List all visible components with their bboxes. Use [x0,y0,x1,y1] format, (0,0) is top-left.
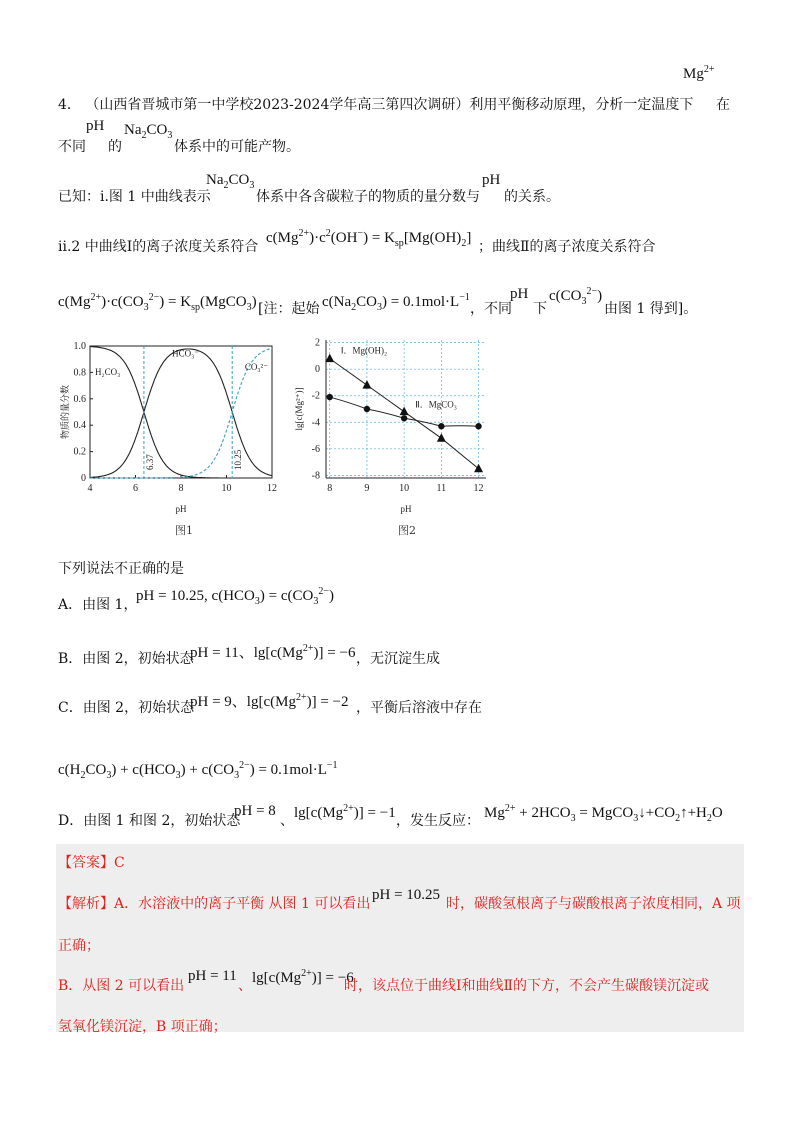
fig2-triangle-point [437,433,446,442]
analysis-a-line: 【解析】A．水溶液中的离子平衡 从图 1 可以看出 [58,896,371,912]
fig2-xtick-label: 8 [327,483,333,494]
question-number: 4． [58,97,81,113]
fig1-label-h2co3: H₂CO₃ [95,367,121,378]
fig2-circle-point [364,406,370,412]
fig2-triangle-point [474,464,483,473]
question-source: （山西省晋城市第一中学校2023-2024学年高三第四次调研） [85,97,470,113]
fig1-xtick-label: 4 [87,483,93,494]
ksp-mgoh2-formula: $c(Mg^{2+})\cdot c^2(OH^-) = K_{sp}[Mg(OH)_2]$ [266,228,472,249]
fig1-xtick-label: 12 [267,483,277,494]
fig1-pka-label: 10.25 [233,449,244,470]
figure1-chart [56,332,296,532]
answer-box [56,844,744,1032]
fig2-curve2-label: Ⅱ．MgCO₃ [415,399,457,410]
fig1-ytick-label: 0.4 [73,420,86,432]
stem-line-2: 不同 [58,139,86,155]
fig1-xtick-label: 10 [221,483,232,494]
option-c-equation: $c(H_2CO_3) + c(HCO_3) + c(CO_3^{2-}) = 0.1mol\cdot L^{-1}$ [58,760,338,781]
fig2-ytick-label: -8 [311,470,320,482]
fig1-ytick-label: 0 [81,473,86,484]
fig2-xtick-label: 11 [436,483,447,494]
fig2-triangle-point [325,354,334,363]
answer-label: 【答案】C [58,855,125,871]
fig2-ytick-label: -6 [311,443,320,455]
fig1-ytick-label: 1.0 [73,341,86,352]
fig2-ytick-label: 2 [315,337,320,349]
analysis-b-line: B．从图 2 可以看出 [58,978,185,994]
mg-ion-formula: $Mg^{2+}$ [683,64,715,82]
fig1-xtick-label: 6 [133,483,138,494]
fig1-ytick-label: 0.6 [73,393,86,405]
question-prompt: 下列说法不正确的是 [58,561,184,577]
fig2-ytick-label: -4 [311,417,320,429]
figure2-caption: 图2 [398,524,416,537]
fig1-ytick-label: 0.2 [73,446,86,458]
fig2-ytick-label: -2 [311,390,320,402]
fig2-circle-point [401,415,407,421]
fig1-xtick-label: 8 [178,483,184,494]
fig2-ytick-label: 0 [315,364,320,376]
fig1-xlabel: pH [175,504,187,514]
fig1-pka-label: 6.37 [144,454,155,470]
figure1-caption: 图1 [175,524,193,537]
fig2-xtick-label: 10 [399,483,410,494]
option-d[interactable]: D．由图 1 和图 2，初始状态 [58,813,241,829]
question-header: 4． （山西省晋城市第一中学校2023-2024学年高三第四次调研）利用平衡移动原理，分析一定温度下 [58,97,694,113]
fig2-xtick-label: 12 [473,483,484,494]
fig1-ylabel: 物质的量分数 [61,384,71,440]
option-a[interactable]: A．由图 1， [58,597,138,613]
fig2-ylabel: lg[c(Mg²⁺)] [294,387,304,431]
fig1-label-hco3: HCO₃⁻ [172,348,199,359]
figure2-chart [288,332,498,532]
fig2-xlabel: pH [400,504,412,514]
ksp-mgco3-formula: $c(Mg^{2+})\cdot c(CO_3^{2-})$ = $K_{sp}(MgCO_3)$ [58,292,257,313]
option-d-equation: $Mg^{2+} + 2HCO_3$ = $MgCO_3↓+CO_2↑+H_2O$ [484,803,723,824]
fig2-triangle-point [400,407,409,416]
fig2-curve1-label: Ⅰ．Mg(OH)₂ [340,345,388,356]
fig2-circle-point [438,423,444,429]
known-line-2: ii.2 中曲线Ⅰ的离子浓度关系符合 [58,239,259,255]
fig1-ytick-label: 0.8 [73,367,86,379]
fig2-triangle-point [362,380,371,389]
fig1-label-co3: CO₃²⁻ [244,361,268,372]
fig2-circle-point [327,394,333,400]
fig2-circle-point [475,423,481,429]
option-b[interactable]: B．由图 2，初始状态 [58,651,194,667]
fig2-xtick-label: 9 [364,483,370,494]
known-line-1: 已知：i.图 1 中曲线表示 [58,189,211,205]
option-c[interactable]: C．由图 2，初始状态 [58,700,195,716]
